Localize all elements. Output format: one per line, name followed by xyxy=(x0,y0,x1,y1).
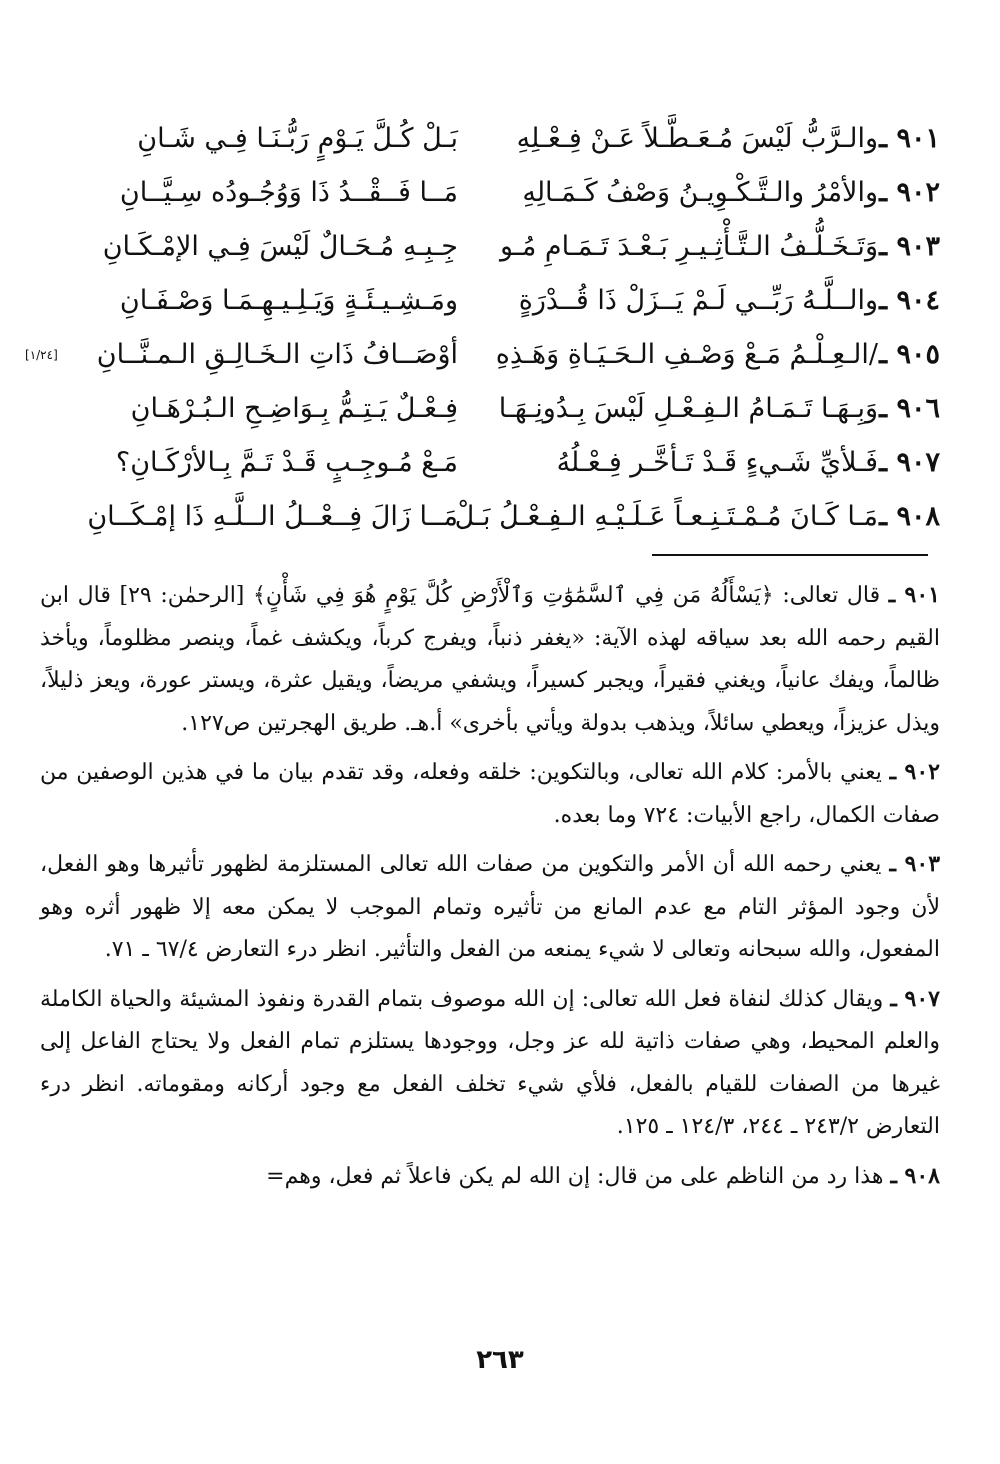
verse-first-hemistich: وَبِـهَـا تَـمَـامُ الـفِـعْـلِ لَيْسَ بِـدُونِـهَـا xyxy=(498,393,878,424)
poem-verses xyxy=(25,112,940,544)
verse-second-hemistich: أوْصَــافُ ذَاتِ الـخَـالِـقِ الـمـنَّــانِ xyxy=(96,339,458,370)
footnote-text: يعني بالأمر: كلام الله تعالى، وبالتكوين: خلقه وفعله، وقد تقدم بيان ما في هذين الوصفين من صفات الكمال، راجع الأبيات: ٧٢٤ وما بعده. xyxy=(40,760,940,828)
verse-row xyxy=(40,382,940,436)
verse-first-hemistich: والـرَّبُّ لَيْسَ مُـعَـطَّـلاً عَـنْ فِـعْـلِهِ xyxy=(516,123,878,154)
verse-row xyxy=(40,112,940,166)
footnote-number: ٩٠٧ ـ xyxy=(890,985,940,1012)
footnote xyxy=(40,751,940,837)
verse-row xyxy=(40,490,940,544)
footnote-text: ويقال كذلك لنفاة فعل الله تعالى: إن الله موصوف بتمام القدرة ونفوذ المشيئة والحياة الكاملة والعلم المحيط، وهي صفات ذاتية لله عز وجل، ووجودها يستلزم تمام الفعل ولا يحتاج الفاعل إلى غيرها من الصفات للقيام بالفعل، فلأي شيء تخلف الفعل مع وجود أركانه ومقوماته. انظر درء التعارض ٢٤٣/٢ ـ ٢٤٤، ١٢٤/٣ ـ ١٢٥. xyxy=(40,986,940,1139)
footnote-number: ٩٠٣ ـ xyxy=(889,851,941,877)
verse-second-hemistich: مَــا فَــقْــدُ ذَا وَوُجُـودُه سِـيَّــانِ xyxy=(119,177,458,208)
footnote-number: ٩٠٨ ـ xyxy=(890,1162,940,1189)
verse-number: ٩٠٧ ـ xyxy=(879,447,940,478)
page-number: ٢٦٣ xyxy=(476,1345,524,1375)
verse-row xyxy=(40,274,940,328)
footnote xyxy=(40,978,940,1149)
verse-row xyxy=(40,166,940,220)
verse-row xyxy=(25,328,940,382)
verse-number: ٩٠٣ ـ xyxy=(879,231,940,262)
verse-second-hemistich: بَـلْ كُـلَّ يَـوْمٍ رَبُّـنَـا فِـي شَـانِ xyxy=(137,123,458,154)
footnote-number: ٩٠١ ـ xyxy=(888,582,940,608)
footnote xyxy=(40,574,940,745)
verse-second-hemistich: ومَـشِـيـئَـةٍ وَيَـلِـيـهِـمَـا وَصْـفَـانِ xyxy=(119,285,458,316)
verse-first-hemistich: وَتَـخَـلُّـفُ الـتَّـأْثِـيـرِ بَـعْـدَ تَـمَـامِ مُـو xyxy=(500,231,878,262)
verse-first-hemistich: والــلَّـهُ رَبِّــي لَـمْ يَــزَلْ ذَا قُــدْرَةٍ xyxy=(518,285,878,316)
verse-number: ٩٠٤ ـ xyxy=(879,285,940,316)
verse-number: ٩٠٦ ـ xyxy=(879,393,940,424)
verse-number: ٩٠٨ ـ xyxy=(879,501,940,532)
verse-first-hemistich: /الـعِـلْـمُ مَـعْ وَصْـفِ الـحَـيَـاةِ وَهَـذِهِ xyxy=(495,339,878,370)
footnote-separator xyxy=(652,554,928,556)
verse-first-hemistich: مَـا كَـانَ مُـمْـتَـنِـعـاً عَـلَـيْـهِ الـفِـعْـلُ بَـلْ xyxy=(454,501,878,532)
verse-second-hemistich: فِـعْـلٌ يَـتِـمُّ بِـوَاضِـحِ الـبُـرْهَـانِ xyxy=(130,393,458,424)
verse-row xyxy=(40,220,940,274)
footnotes xyxy=(40,574,940,1204)
verse-number: ٩٠٥ ـ xyxy=(879,339,940,370)
footnote-number: ٩٠٢ ـ xyxy=(889,759,940,785)
verse-second-hemistich: جِـبِـهِ مُـحَـالٌ لَيْسَ فِـي الإمْـكَـانِ xyxy=(102,231,458,262)
footnote-text: هذا رد من الناظم على من قال: إن الله لم يكن فاعلاً ثم فعل، وهم= xyxy=(266,1163,884,1189)
verse-row xyxy=(40,436,940,490)
footnote xyxy=(40,1155,940,1199)
verse-first-hemistich: فَـلأيِّ شَـيءٍ قَـدْ تَـأخَّـر فِـعْـلُهُ xyxy=(556,447,878,478)
verse-second-hemistich: مَـعْ مُـوجِـبٍ قَـدْ تَـمَّ بِـالأرْكَـانِ؟ xyxy=(115,447,458,478)
footnote-text: قال تعالى: ﴿يَسْأَلُهُ مَن فِي ٱلسَّمَٰوَٰتِ وَٱلْأَرْضِ كُلَّ يَوْمٍ هُوَ فِي شَأْنٍ﴾ [الرحمٰن: ٢٩] قال ابن القيم رحمه الله بعد سياقه لهذه الآية: «يغفر ذنباً، ويفرج كرباً، ويكشف غماً، وينصر مظلوماً، ويأخذ ظالماً، ويفك عانياً، ويغني فقيراً، ويجبر كسيراً، ويشفي مريضاً، ويقيل عثرة، ويستر عورة، ويعز ذليلاً، ويذل عزيزاً، ويعطي سائلاً، ويذهب بدولة ويأتي بأخرى» أ.هـ. طريق الهجرتين ص١٢٧. xyxy=(40,583,940,736)
margin-reference: [١/٢٤] xyxy=(25,348,58,362)
verse-number: ٩٠١ ـ xyxy=(879,123,940,154)
footnote xyxy=(40,843,940,972)
verse-second-hemistich: مَــا زَالَ فِــعْــلُ الــلَّـهِ ذَا إمْـكَــانِ xyxy=(87,501,458,532)
verse-first-hemistich: والأمْرُ والـتَّـكْـوِيـنُ وَصْفُ كَـمَـالِهِ xyxy=(522,177,878,208)
verse-number: ٩٠٢ ـ xyxy=(879,177,940,208)
footnote-text: يعني رحمه الله أن الأمر والتكوين من صفات الله تعالى المستلزمة لظهور تأثيرها وهو الفعل، لأن وجود المؤثر التام مع عدم المانع من تأثيره وتمام الموجب لا يمكن معه إلا ظهور أثره وهو المفعول، والله سبحانه وتعالى لا شيء يمنعه من الفعل والتأثير. انظر درء التعارض ٦٧/٤ ـ ٧١. xyxy=(40,852,940,962)
